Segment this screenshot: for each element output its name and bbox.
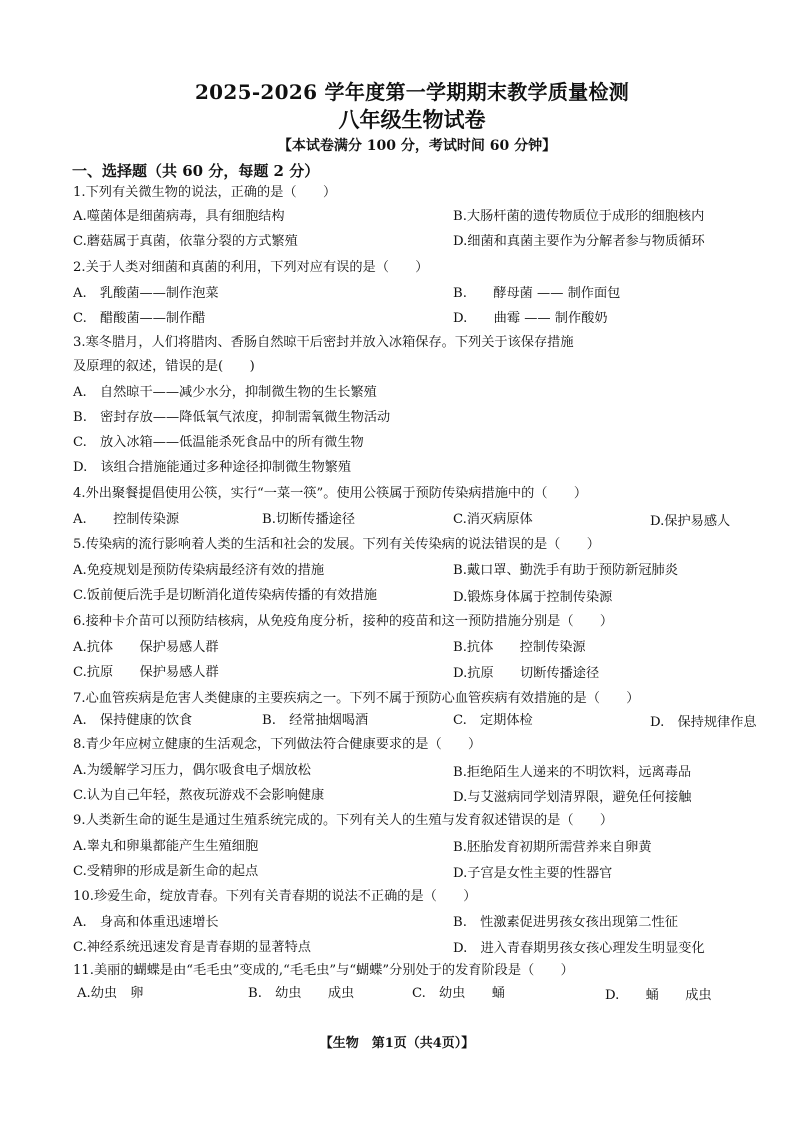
- option-d: D.子宫是女性主要的性器官: [453, 866, 613, 881]
- option-a: A. 身高和体重迅速增长: [73, 915, 219, 930]
- option-b: B.戴口罩、勤洗手有助于预防新冠肺炎: [453, 563, 678, 578]
- question-stem: 7.心血管疾病是危害人类健康的主要疾病之一。下列不属于预防心血管疾病有效措施的是（ ）: [73, 691, 640, 706]
- option-c: C.抗原 保护易感人群: [73, 665, 219, 680]
- option-a: A.免疫规划是预防传染病最经济有效的措施: [73, 563, 325, 578]
- option-b: B.大肠杆菌的遗传物质位于成形的细胞核内: [453, 209, 705, 224]
- option-b: B. 经常抽烟喝酒: [262, 713, 369, 728]
- option-c: C.受精卵的形成是新生命的起点: [73, 864, 259, 879]
- option-a: A. 乳酸菌——制作泡菜: [73, 286, 219, 301]
- option-a: A. 控制传染源: [73, 512, 180, 527]
- option-b: B. 性激素促进男孩女孩出现第二性征: [453, 915, 678, 930]
- exam-subject-title: 八年级生物试卷: [338, 107, 486, 132]
- page-footer: 【生物 第1页（共4页）】: [319, 1036, 475, 1051]
- option-b: B.抗体 控制传染源: [453, 640, 586, 655]
- question-stem: 2.关于人类对细菌和真菌的利用，下列对应有误的是（ ）: [73, 260, 429, 275]
- option-c: C.饭前便后洗手是切断消化道传染病传播的有效措施: [73, 588, 377, 603]
- option-c: C.认为自己年轻，熬夜玩游戏不会影响健康: [73, 788, 325, 803]
- option-d: D. 进入青春期男孩女孩心理发生明显变化: [453, 941, 705, 956]
- option-b: B.拒绝陌生人递来的不明饮料，远离毒品: [453, 765, 692, 780]
- option-c: C.消灭病原体: [453, 512, 533, 527]
- option-d: D.细菌和真菌主要作为分解者参与物质循环: [453, 234, 705, 249]
- option-c: C. 醋酸菌——制作醋: [73, 311, 206, 326]
- exam-instructions: 【本试卷满分 100 分，考试时间 60 分钟】: [277, 138, 557, 154]
- option-c: C. 定期体检: [453, 713, 533, 728]
- question-stem: 4.外出聚餐提倡使用公筷，实行“一菜一筷”。使用公筷属于预防传染病措施中的（ ）: [73, 486, 587, 501]
- option-d: D. 保持规律作息: [650, 715, 757, 730]
- option-b: B.胚胎发育初期所需营养来自卵黄: [453, 840, 652, 855]
- option-a: A. 自然晾干——减少水分，抑制微生物的生长繁殖: [73, 385, 377, 400]
- option-a: A.幼虫 卵: [77, 986, 144, 1001]
- option-d: D. 该组合措施能通过多种途径抑制微生物繁殖: [73, 460, 352, 475]
- option-c: C.蘑菇属于真菌，依靠分裂的方式繁殖: [73, 234, 298, 249]
- question-stem-cont: 及原理的叙述，错误的是( ): [73, 359, 255, 374]
- question-stem: 5.传染病的流行影响着人类的生活和社会的发展。下列有关传染病的说法错误的是（ ）: [73, 537, 600, 552]
- exam-title: 2025-2026 学年度第一学期期末教学质量检测: [194, 80, 630, 104]
- option-d: D.抗原 切断传播途径: [453, 666, 600, 681]
- question-stem: 8.青少年应树立健康的生活观念，下列做法符合健康要求的是（ ）: [73, 737, 482, 752]
- option-a: A. 保持健康的饮食: [73, 713, 193, 728]
- option-c: C.神经系统迅速发育是青春期的显著特点: [73, 940, 311, 955]
- option-c: C. 放入冰箱——低温能杀死食品中的所有微生物: [73, 435, 364, 450]
- option-a: A.抗体 保护易感人群: [73, 640, 219, 655]
- option-a: A.噬菌体是细菌病毒，具有细胞结构: [73, 209, 285, 224]
- question-stem: 1.下列有关微生物的说法，正确的是（ ）: [73, 185, 337, 200]
- option-b: B.切断传播途径: [262, 512, 356, 527]
- option-d: D.锻炼身体属于控制传染源: [453, 590, 613, 605]
- option-b: B. 酵母菌 —— 制作面包: [453, 286, 621, 301]
- option-d: D. 蛹 成虫: [605, 988, 712, 1003]
- question-stem: 9.人类新生命的诞生是通过生殖系统完成的。下列有关人的生殖与发育叙述错误的是（ ）: [73, 813, 614, 828]
- question-stem: 6.接种卡介苗可以预防结核病，从免疫角度分析，接种的疫苗和这一预防措施分别是（ ）: [73, 614, 614, 629]
- option-b: B. 密封存放——降低氧气浓度，抑制需氧微生物活动: [73, 410, 391, 425]
- option-d: D. 曲霉 —— 制作酸奶: [453, 311, 608, 326]
- option-a: A.睾丸和卵巢都能产生生殖细胞: [73, 839, 259, 854]
- option-a: A.为缓解学习压力，偶尔吸食电子烟放松: [73, 763, 311, 778]
- question-stem: 3.寒冬腊月，人们将腊肉、香肠自然晾干后密封并放入冰箱保存。下列关于该保存措施: [73, 335, 574, 350]
- section-heading: 一、选择题（共 60 分，每题 2 分）: [72, 162, 320, 180]
- question-stem: 10.珍爱生命，绽放青春。下列有关青春期的说法不正确的是（ ）: [73, 889, 477, 904]
- question-stem: 11.美丽的蝴蝶是由“毛毛虫”变成的,“毛毛虫”与“蝴蝶”分别处于的发育阶段是（ ）: [73, 963, 574, 978]
- option-d: D.与艾滋病同学划清界限，避免任何接触: [453, 790, 692, 805]
- option-c: C. 幼虫 蛹: [412, 986, 505, 1001]
- option-b: B. 幼虫 成虫: [248, 986, 355, 1001]
- option-d: D.保护易感人: [650, 514, 731, 529]
